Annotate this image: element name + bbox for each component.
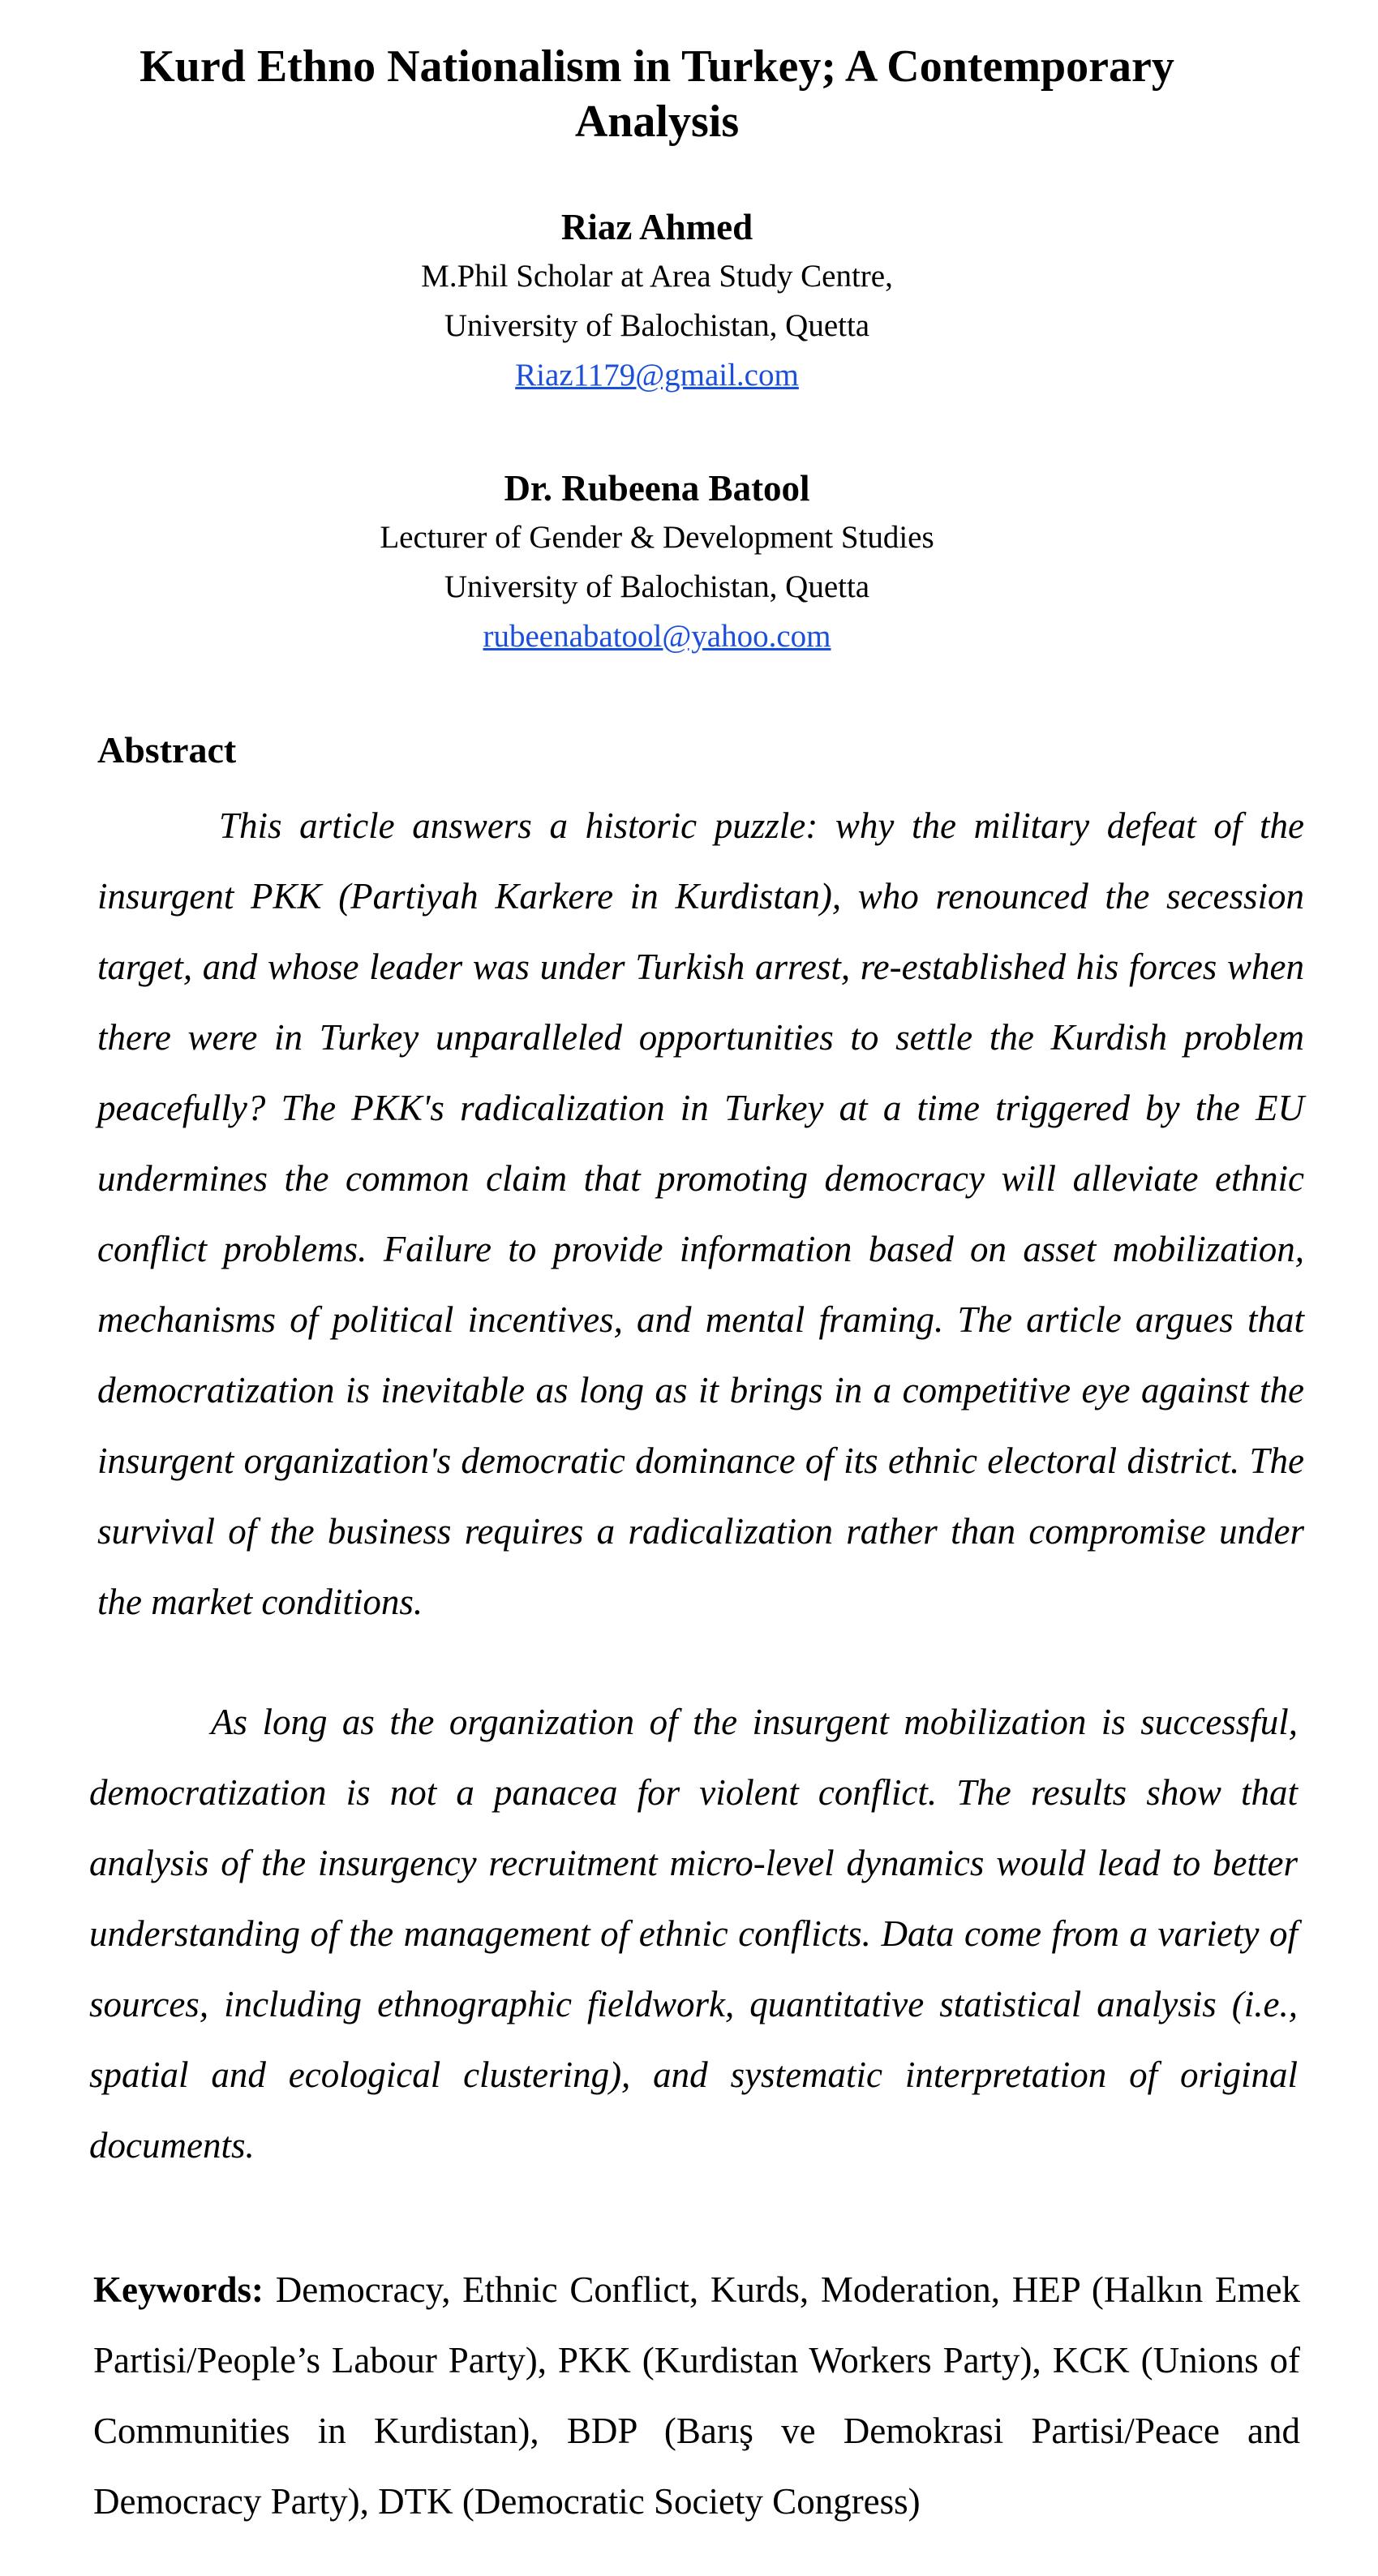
author-block-2	[81, 464, 1233, 661]
paper-title: Kurd Ethno Nationalism in Turkey; A Contemporary Analysis	[140, 41, 1174, 147]
author-name: Riaz Ahmed	[560, 207, 753, 247]
author-affiliation: Lecturer of Gender & Development Studies	[380, 520, 934, 555]
author-name: Dr. Rubeena Batool	[504, 468, 810, 509]
author-email-link[interactable]: Riaz1179@gmail.com	[515, 358, 799, 393]
keywords-section	[93, 2255, 1300, 2537]
abstract-heading: Abstract	[97, 729, 237, 771]
author-affiliation: M.Phil Scholar at Area Study Centre,	[421, 259, 893, 294]
author-affiliation: University of Balochistan, Quetta	[444, 308, 870, 343]
abstract-paragraph: This article answers a historic puzzle: why the military defeat of the insurgent PKK (Partiyah Karkere in Kurdistan), who renounced the secession target, and whose leader was under Turkish arrest, re-established his forces when there were in Turkey unparalleled opportunities to settle the Kurdish problem peacefully? The PKK's radicalization in Turkey at a time triggered by the EU undermines the common claim that promoting democracy will alleviate ethnic conflict problems. Failure to provide information based on asset mobilization, mechanisms of political incentives, and mental framing. The article argues that democratization is inevitable as long as it brings in a competitive eye against the insurgent organization's democratic dominance of its ethnic electoral district. The survival of the business requires a radicalization rather than compromise under the market conditions.	[97, 805, 1304, 1622]
keywords-text: Democracy, Ethnic Conflict, Kurds, Moderation, HEP (Halkın Emek Partisi/People’s Labour Party), PKK (Kurdistan Workers Party), KCK (Unions of Communities in Kurdistan), BDP (Barış ve Demokrasi Partisi/Peace and Democracy Party), DTK (Democratic Society Congress)	[93, 2269, 1301, 2522]
author-email-link[interactable]: rubeenabatool@yahoo.com	[483, 619, 831, 654]
abstract-paragraph: As long as the organization of the insurgent mobilization is successful, democratization is not a panacea for violent conflict. The results show that analysis of the insurgency recruitment micro-level dynamics would lead to better understanding of the management of ethnic conflicts. Data come from a variety of sources, including ethnographic fieldwork, quantitative statistical analysis (i.e., spatial and ecological clustering), and systematic interpretation of original documents.	[89, 1702, 1298, 2166]
author-affiliation: University of Balochistan, Quetta	[444, 569, 870, 604]
author-block-1	[81, 203, 1233, 400]
keywords-label: Keywords:	[93, 2269, 264, 2310]
